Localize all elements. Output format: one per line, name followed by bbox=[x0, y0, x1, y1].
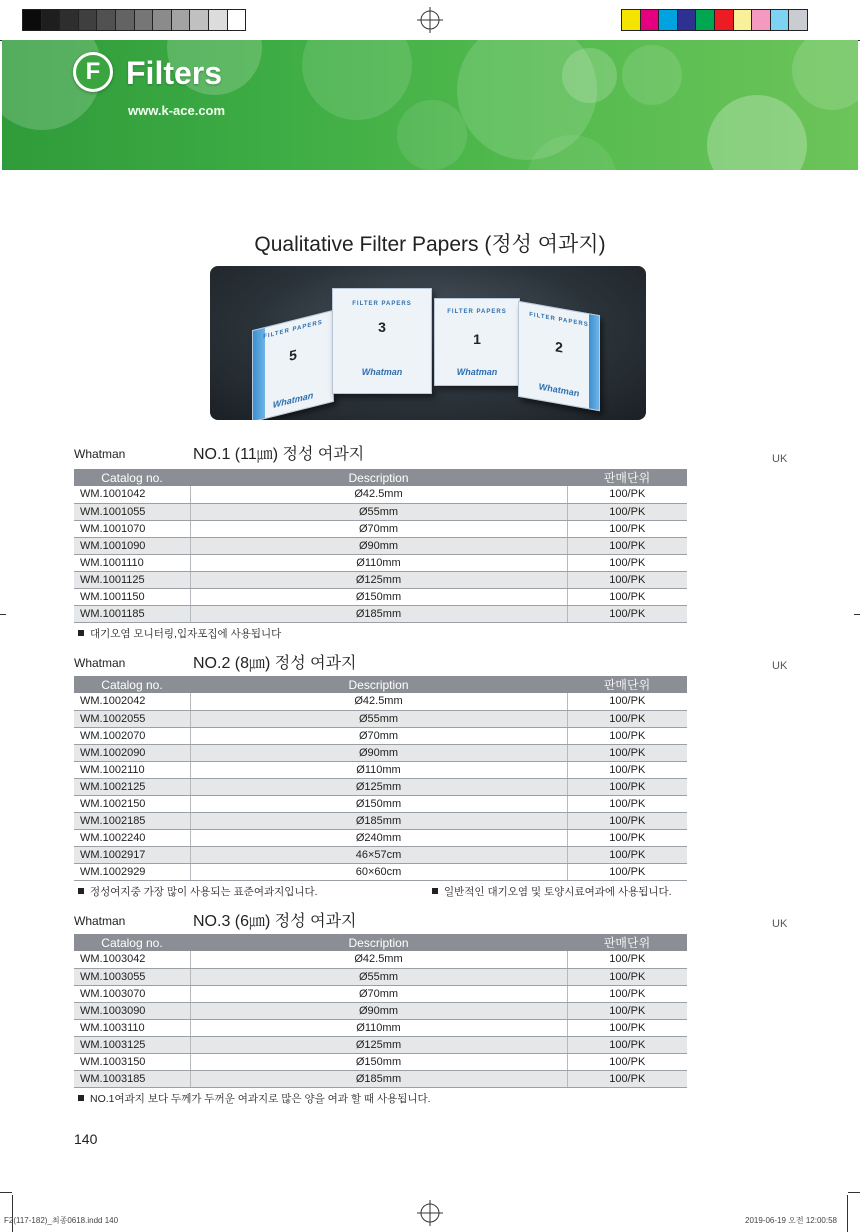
catalog-number-cell: WM.1001125 bbox=[74, 571, 190, 588]
catalog-number-cell: WM.1002185 bbox=[74, 812, 190, 829]
table-row bbox=[74, 520, 687, 537]
table-row bbox=[74, 761, 687, 778]
description-cell: 46×57cm bbox=[190, 846, 567, 863]
unit-cell: 100/PK bbox=[567, 1019, 687, 1036]
catalog-number-cell: WM.1002110 bbox=[74, 761, 190, 778]
section-title: NO.1 (11㎛) 정성 여과지 bbox=[193, 446, 365, 463]
table-row bbox=[74, 486, 687, 503]
catalog-table bbox=[74, 934, 687, 1088]
table-row bbox=[74, 710, 687, 727]
crop-mark bbox=[847, 1195, 848, 1232]
column-header: 판매단위 bbox=[567, 934, 687, 951]
description-cell: Ø185mm bbox=[190, 605, 567, 622]
catalog-number-cell: WM.1002150 bbox=[74, 795, 190, 812]
description-cell: Ø90mm bbox=[190, 1002, 567, 1019]
column-header: Description bbox=[190, 469, 567, 486]
unit-cell: 100/PK bbox=[567, 693, 687, 710]
catalog-number-cell: WM.1003125 bbox=[74, 1036, 190, 1053]
description-cell: Ø150mm bbox=[190, 795, 567, 812]
table-row bbox=[74, 863, 687, 880]
table-row bbox=[74, 1036, 687, 1053]
catalog-number-cell: WM.1001090 bbox=[74, 537, 190, 554]
section-title: NO.2 (8㎛) 정성 여과지 bbox=[193, 655, 357, 672]
page-title: Qualitative Filter Papers (정성 여과지) bbox=[254, 233, 606, 256]
color-swatch bbox=[134, 9, 154, 31]
page-number: 140 bbox=[74, 1131, 98, 1147]
color-swatch bbox=[115, 9, 135, 31]
bullet-square-icon bbox=[78, 888, 84, 894]
unit-cell: 100/PK bbox=[567, 951, 687, 968]
catalog-number-cell: WM.1001042 bbox=[74, 486, 190, 503]
column-header: Description bbox=[190, 934, 567, 951]
filter-box-2: FILTER PAPERS 2 Whatman bbox=[518, 301, 600, 411]
catalog-number-cell: WM.1001110 bbox=[74, 554, 190, 571]
table-row bbox=[74, 588, 687, 605]
table-row bbox=[74, 537, 687, 554]
catalog-number-cell: WM.1002240 bbox=[74, 829, 190, 846]
catalog-number-cell: WM.1003150 bbox=[74, 1053, 190, 1070]
unit-cell: 100/PK bbox=[567, 812, 687, 829]
table-row bbox=[74, 693, 687, 710]
section-origin: UK bbox=[772, 453, 788, 465]
footer-file-info: F2(117-182)_최종0618.indd 140 bbox=[4, 1216, 119, 1225]
color-swatch bbox=[22, 9, 42, 31]
color-swatch bbox=[788, 9, 808, 31]
catalog-number-cell: WM.1002090 bbox=[74, 744, 190, 761]
registration-mark-top bbox=[417, 7, 443, 33]
filter-box-3: FILTER PAPERS 3 Whatman bbox=[332, 288, 432, 394]
crop-mark bbox=[0, 614, 6, 615]
catalog-table bbox=[74, 676, 687, 881]
color-swatch bbox=[227, 9, 247, 31]
catalog-number-cell: WM.1002917 bbox=[74, 846, 190, 863]
unit-cell: 100/PK bbox=[567, 588, 687, 605]
description-cell: Ø70mm bbox=[190, 985, 567, 1002]
table-row bbox=[74, 1070, 687, 1087]
section-vendor: Whatman bbox=[74, 914, 126, 928]
table-row bbox=[74, 795, 687, 812]
unit-cell: 100/PK bbox=[567, 778, 687, 795]
unit-cell: 100/PK bbox=[567, 829, 687, 846]
unit-cell: 100/PK bbox=[567, 1070, 687, 1087]
column-header: Catalog no. bbox=[74, 676, 190, 693]
table-row bbox=[74, 605, 687, 622]
description-cell: Ø55mm bbox=[190, 968, 567, 985]
description-cell: 60×60cm bbox=[190, 863, 567, 880]
table-row bbox=[74, 846, 687, 863]
color-swatch bbox=[621, 9, 641, 31]
unit-cell: 100/PK bbox=[567, 727, 687, 744]
filter-box-1: FILTER PAPERS 1 Whatman bbox=[434, 298, 520, 386]
color-swatch bbox=[733, 9, 753, 31]
table-row bbox=[74, 727, 687, 744]
color-swatch bbox=[171, 9, 191, 31]
color-swatch-row bbox=[621, 9, 807, 31]
description-cell: Ø90mm bbox=[190, 744, 567, 761]
description-cell: Ø110mm bbox=[190, 761, 567, 778]
description-cell: Ø150mm bbox=[190, 588, 567, 605]
description-cell: Ø110mm bbox=[190, 554, 567, 571]
table-row bbox=[74, 968, 687, 985]
table-row bbox=[74, 571, 687, 588]
color-swatch bbox=[208, 9, 228, 31]
bullet-square-icon bbox=[78, 630, 84, 636]
filters-badge-icon: F bbox=[73, 52, 113, 92]
catalog-number-cell: WM.1003090 bbox=[74, 1002, 190, 1019]
banner-url: www.k-ace.com bbox=[128, 103, 226, 118]
unit-cell: 100/PK bbox=[567, 710, 687, 727]
table-row bbox=[74, 812, 687, 829]
unit-cell: 100/PK bbox=[567, 1036, 687, 1053]
unit-cell: 100/PK bbox=[567, 761, 687, 778]
catalog-number-cell: WM.1001150 bbox=[74, 588, 190, 605]
bullet-square-icon bbox=[78, 1095, 84, 1101]
crop-mark bbox=[854, 614, 860, 615]
color-swatch bbox=[78, 9, 98, 31]
unit-cell: 100/PK bbox=[567, 605, 687, 622]
color-swatch bbox=[96, 9, 116, 31]
catalog-number-cell: WM.1002042 bbox=[74, 693, 190, 710]
column-header: 판매단위 bbox=[567, 676, 687, 693]
catalog-number-cell: WM.1002929 bbox=[74, 863, 190, 880]
description-cell: Ø55mm bbox=[190, 710, 567, 727]
description-cell: Ø110mm bbox=[190, 1019, 567, 1036]
column-header: 판매단위 bbox=[567, 469, 687, 486]
color-swatch bbox=[695, 9, 715, 31]
color-swatch bbox=[770, 9, 790, 31]
section-title: NO.3 (6㎛) 정성 여과지 bbox=[193, 913, 357, 930]
color-swatch bbox=[677, 9, 697, 31]
unit-cell: 100/PK bbox=[567, 1002, 687, 1019]
column-header: Catalog no. bbox=[74, 934, 190, 951]
description-cell: Ø185mm bbox=[190, 1070, 567, 1087]
section-note: 정성여지중 가장 많이 사용되는 표준여과지입니다. bbox=[78, 884, 318, 899]
catalog-number-cell: WM.1001185 bbox=[74, 605, 190, 622]
section-vendor: Whatman bbox=[74, 656, 126, 670]
catalog-table bbox=[74, 469, 687, 623]
catalog-number-cell: WM.1002125 bbox=[74, 778, 190, 795]
table-row bbox=[74, 503, 687, 520]
table-row bbox=[74, 1002, 687, 1019]
catalog-number-cell: WM.1001070 bbox=[74, 520, 190, 537]
description-cell: Ø240mm bbox=[190, 829, 567, 846]
description-cell: Ø42.5mm bbox=[190, 951, 567, 968]
unit-cell: 100/PK bbox=[567, 744, 687, 761]
table-header-row bbox=[74, 676, 687, 693]
catalog-number-cell: WM.1002070 bbox=[74, 727, 190, 744]
color-swatch bbox=[41, 9, 61, 31]
section-vendor: Whatman bbox=[74, 447, 126, 461]
catalog-number-cell: WM.1003110 bbox=[74, 1019, 190, 1036]
table-row bbox=[74, 1019, 687, 1036]
table-row bbox=[74, 554, 687, 571]
catalog-number-cell: WM.1003070 bbox=[74, 985, 190, 1002]
catalog-number-cell: WM.1003185 bbox=[74, 1070, 190, 1087]
table-header-row bbox=[74, 469, 687, 486]
product-photo bbox=[210, 266, 646, 420]
registration-mark-bottom bbox=[417, 1200, 443, 1226]
crop-mark bbox=[848, 1192, 860, 1193]
description-cell: Ø42.5mm bbox=[190, 693, 567, 710]
crop-mark bbox=[0, 1192, 12, 1193]
description-cell: Ø125mm bbox=[190, 1036, 567, 1053]
unit-cell: 100/PK bbox=[567, 554, 687, 571]
section-note: 일반적인 대기오염 및 토양시료여과에 사용됩니다. bbox=[432, 884, 672, 899]
unit-cell: 100/PK bbox=[567, 795, 687, 812]
table-header-row bbox=[74, 934, 687, 951]
description-cell: Ø55mm bbox=[190, 503, 567, 520]
color-swatch bbox=[152, 9, 172, 31]
filter-box-5: FILTER PAPERS 5 Whatman bbox=[252, 310, 334, 420]
table-row bbox=[74, 985, 687, 1002]
unit-cell: 100/PK bbox=[567, 985, 687, 1002]
description-cell: Ø125mm bbox=[190, 571, 567, 588]
column-header: Description bbox=[190, 676, 567, 693]
color-swatch bbox=[714, 9, 734, 31]
unit-cell: 100/PK bbox=[567, 486, 687, 503]
table-row bbox=[74, 829, 687, 846]
description-cell: Ø70mm bbox=[190, 727, 567, 744]
color-swatch bbox=[189, 9, 209, 31]
unit-cell: 100/PK bbox=[567, 846, 687, 863]
section-origin: UK bbox=[772, 918, 788, 930]
table-row bbox=[74, 951, 687, 968]
gray-swatch-row bbox=[22, 9, 245, 31]
table-row bbox=[74, 744, 687, 761]
catalog-number-cell: WM.1001055 bbox=[74, 503, 190, 520]
color-swatch bbox=[751, 9, 771, 31]
color-swatch bbox=[59, 9, 79, 31]
description-cell: Ø150mm bbox=[190, 1053, 567, 1070]
footer-timestamp: 2019-06-19 오전 12:00:58 bbox=[745, 1216, 837, 1225]
column-header: Catalog no. bbox=[74, 469, 190, 486]
unit-cell: 100/PK bbox=[567, 863, 687, 880]
table-row bbox=[74, 1053, 687, 1070]
description-cell: Ø70mm bbox=[190, 520, 567, 537]
crop-mark bbox=[12, 1195, 13, 1232]
color-swatch bbox=[658, 9, 678, 31]
unit-cell: 100/PK bbox=[567, 537, 687, 554]
unit-cell: 100/PK bbox=[567, 520, 687, 537]
banner-title: Filters bbox=[126, 55, 223, 91]
unit-cell: 100/PK bbox=[567, 968, 687, 985]
color-swatch bbox=[640, 9, 660, 31]
description-cell: Ø42.5mm bbox=[190, 486, 567, 503]
unit-cell: 100/PK bbox=[567, 571, 687, 588]
bullet-square-icon bbox=[432, 888, 438, 894]
catalog-number-cell: WM.1003055 bbox=[74, 968, 190, 985]
section-note: 대기오염 모니터링,입자포집에 사용됩니다 bbox=[78, 626, 281, 641]
unit-cell: 100/PK bbox=[567, 1053, 687, 1070]
description-cell: Ø125mm bbox=[190, 778, 567, 795]
section-origin: UK bbox=[772, 660, 788, 672]
description-cell: Ø185mm bbox=[190, 812, 567, 829]
catalog-number-cell: WM.1003042 bbox=[74, 951, 190, 968]
catalog-number-cell: WM.1002055 bbox=[74, 710, 190, 727]
section-note: NO.1여과지 보다 두께가 두꺼운 여과지로 많은 양을 여과 할 때 사용됩니다. bbox=[78, 1091, 431, 1106]
unit-cell: 100/PK bbox=[567, 503, 687, 520]
description-cell: Ø90mm bbox=[190, 537, 567, 554]
table-row bbox=[74, 778, 687, 795]
